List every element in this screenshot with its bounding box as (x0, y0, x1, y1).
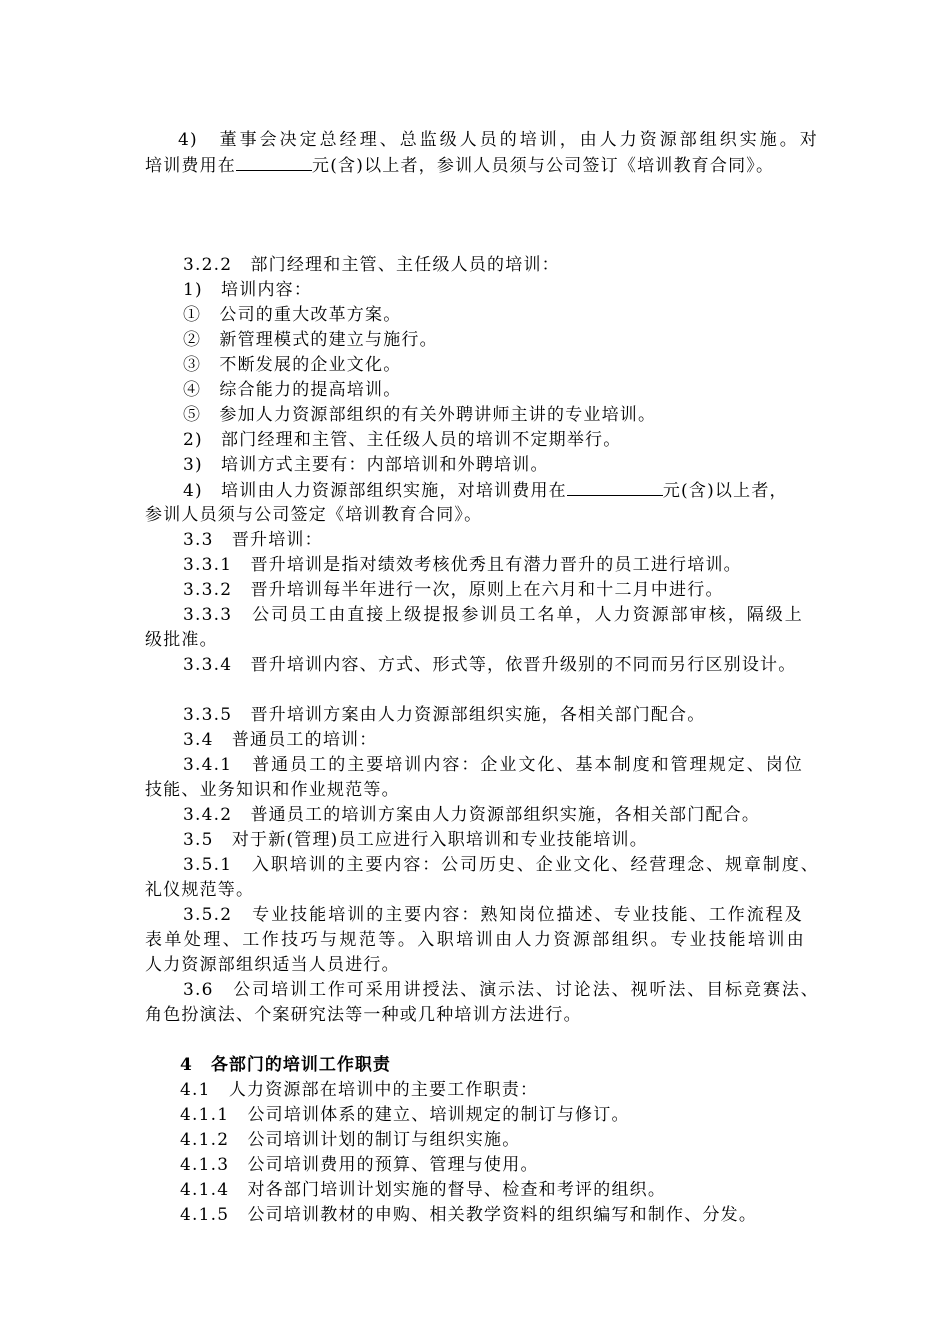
paragraph-line: 3.6 公司培训工作可采用讲授法、演示法、讨论法、视听法、目标竞赛法、 (183, 980, 819, 1000)
paragraph-line: 3.3.2 晋升培训每半年进行一次，原则上在六月和十二月中进行。 (183, 580, 724, 600)
list-item: 4.1.1 公司培训体系的建立、培训规定的制订与修订。 (180, 1105, 630, 1125)
fill-in-blank (567, 478, 663, 496)
paragraph-line (145, 153, 774, 178)
text-run: 元(含)以上者， (662, 481, 788, 501)
paragraph-line: 3.3.1 晋升培训是指对绩效考核优秀且有潜力晋升的员工进行培训。 (183, 555, 742, 575)
text-run: 培训费用在 (145, 156, 236, 176)
paragraph-line: 参训人员须与公司签定《培训教育合同》。 (145, 505, 483, 525)
list-item: ③ 不断发展的企业文化。 (183, 355, 402, 375)
list-item: ① 公司的重大改革方案。 (183, 305, 402, 325)
paragraph-line: 级批准。 (145, 630, 218, 650)
paragraph-line: 3.3.5 晋升培训方案由人力资源部组织实施，各相关部门配合。 (183, 705, 706, 725)
paragraph-line: 3.5.2 专业技能培训的主要内容：熟知岗位描述、专业技能、工作流程及 (183, 905, 803, 925)
fill-in-blank (236, 153, 312, 171)
section-heading-3-3: 3.3 晋升培训： (183, 530, 323, 550)
list-item: 4.1.5 公司培训教材的申购、相关教学资料的组织编写和制作、分发。 (180, 1205, 758, 1225)
list-item: ⑤ 参加人力资源部组织的有关外聘讲师主讲的专业培训。 (183, 405, 657, 425)
text-run: 4) 培训由人力资源部组织实施，对培训费用在 (183, 481, 567, 501)
paragraph-line: 角色扮演法、个案研究法等一种或几种培训方法进行。 (145, 1005, 582, 1025)
paragraph-line: 3.4.1 普通员工的主要培训内容：企业文化、基本制度和管理规定、岗位 (183, 755, 803, 775)
section-heading-3-5: 3.5 对于新(管理)员工应进行入职培训和专业技能培训。 (183, 830, 648, 850)
list-item: ④ 综合能力的提高培训。 (183, 380, 402, 400)
paragraph-line: 3.5.1 入职培训的主要内容：公司历史、企业文化、经营理念、规章制度、 (183, 855, 819, 875)
paragraph-line: 人力资源部组织适当人员进行。 (145, 955, 400, 975)
paragraph-line: 3.3.3 公司员工由直接上级提报参训员工名单，人力资源部审核，隔级上 (183, 605, 803, 625)
list-item (183, 478, 788, 503)
list-item: 2) 部门经理和主管、主任级人员的培训不定期举行。 (183, 430, 622, 450)
section-heading-4-1: 4.1 人力资源部在培训中的主要工作职责： (180, 1080, 539, 1100)
list-item: 4.1.4 对各部门培训计划实施的督导、检查和考评的组织。 (180, 1180, 667, 1200)
paragraph-line: 3.3.4 晋升培训内容、方式、形式等，依晋升级别的不同而另行区别设计。 (183, 655, 797, 675)
paragraph-line: 礼仪规范等。 (145, 880, 255, 900)
list-item: 4.1.2 公司培训计划的制订与组织实施。 (180, 1130, 521, 1150)
list-item: 4.1.3 公司培训费用的预算、管理与使用。 (180, 1155, 539, 1175)
list-item: 1) 培训内容： (183, 280, 313, 300)
section-heading-4: 4 各部门的培训工作职责 (180, 1055, 391, 1075)
paragraph-line: 3.4.2 普通员工的培训方案由人力资源部组织实施，各相关部门配合。 (183, 805, 761, 825)
paragraph-line: 表单处理、工作技巧与规范等。入职培训由人力资源部组织。专业技能培训由 (145, 930, 805, 950)
section-heading-3-4: 3.4 普通员工的培训： (183, 730, 378, 750)
paragraph-line: 技能、业务知识和作业规范等。 (145, 780, 400, 800)
list-item: 3) 培训方式主要有：内部培训和外聘培训。 (183, 455, 549, 475)
section-heading-3-2-2: 3.2.2 部门经理和主管、主任级人员的培训： (183, 255, 560, 275)
paragraph-line: 4) 董事会决定总经理、总监级人员的培训，由人力资源部组织实施。对 (178, 130, 818, 150)
text-run: 元(含)以上者，参训人员须与公司签订《培训教育合同》。 (312, 156, 775, 176)
list-item: ② 新管理模式的建立与施行。 (183, 330, 438, 350)
